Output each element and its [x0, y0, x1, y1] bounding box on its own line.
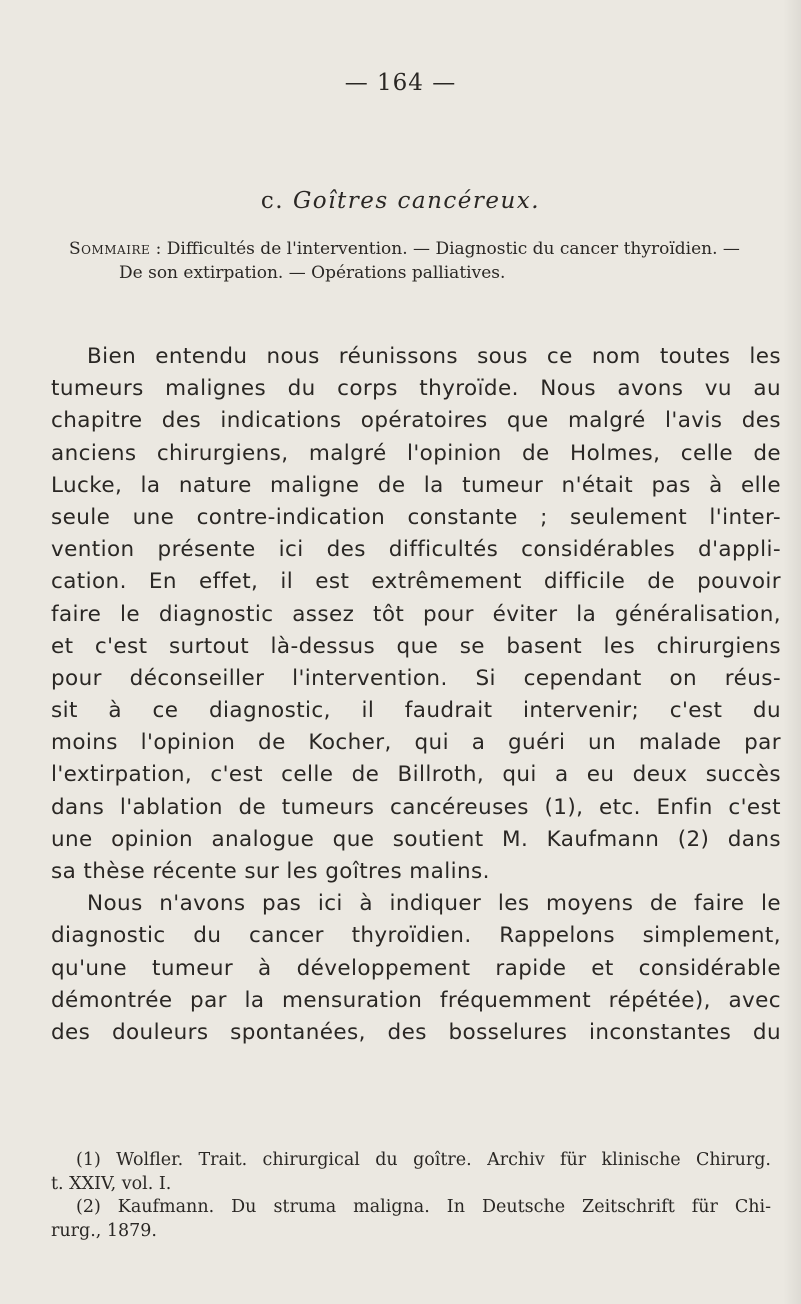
- text-line: vention présente ici des difficultés considérables d'appli-: [51, 537, 781, 563]
- text-line: diagnostic du cancer thyroïdien. Rappelons simplement,: [51, 923, 781, 949]
- summary-line: [69, 237, 769, 261]
- summary-heading: Sommaire: [69, 239, 151, 259]
- footnote-line: t. XXIV, vol. I.: [51, 1173, 172, 1194]
- footnote-line: rurg., 1879.: [51, 1220, 157, 1241]
- text-line: Bien entendu nous réunissons sous ce nom toutes les: [87, 344, 781, 369]
- summary-text: : Difficultés de l'intervention. — Diagnostic du cancer thyroïdien. —: [155, 239, 740, 259]
- text-line: dans l'ablation de tumeurs cancéreuses (1), etc. Enfin c'est: [51, 794, 781, 820]
- text-line: qu'une tumeur à développement rapide et considérable: [51, 955, 781, 981]
- summary-block: [69, 237, 769, 285]
- text-line: anciens chirurgiens, malgré l'opinion de Holmes, celle de: [51, 440, 781, 466]
- footnote-line: (1) Wolfler. Trait. chirurgical du goître. Archiv für klinische Chirurg.: [76, 1150, 771, 1170]
- text-line: chapitre des indications opératoires que malgré l'avis des: [51, 408, 781, 434]
- text-line: pour déconseiller l'intervention. Si cependant on réus-: [51, 665, 781, 691]
- text-line: tumeurs malignes du corps thyroïde. Nous avons vu au: [51, 376, 781, 402]
- footnotes: [51, 1149, 771, 1243]
- section-title: Goîtres cancéreux.: [292, 188, 541, 214]
- section-heading: [0, 188, 801, 214]
- text-line: l'extirpation, c'est celle de Billroth, qui a eu deux succès: [51, 762, 781, 788]
- text-line: et c'est surtout là-dessus que se basent les chirurgiens: [51, 633, 781, 659]
- text-line: moins l'opinion de Kocher, qui a guéri un malade par: [51, 730, 781, 756]
- text-line: cation. En effet, il est extrêmement difficile de pouvoir: [51, 569, 781, 595]
- text-line: faire le diagnostic assez tôt pour éviter la généralisation,: [51, 601, 781, 627]
- main-text: [51, 341, 781, 1049]
- text-line: seule une contre-indication constante ; seulement l'inter-: [51, 504, 781, 530]
- text-line: sa thèse récente sur les goîtres malins.: [51, 859, 490, 884]
- text-line: Nous n'avons pas ici à indiquer les moyens de faire le: [87, 891, 781, 917]
- summary-line: De son extirpation. — Opérations palliatives.: [119, 263, 506, 283]
- section-label: c.: [260, 188, 285, 214]
- text-line: démontrée par la mensuration fréquemment répétée), avec: [51, 987, 781, 1013]
- footnote-line: (2) Kaufmann. Du struma maligna. In Deutsche Zeitschrift für Chi-: [76, 1197, 771, 1217]
- text-line: des douleurs spontanées, des bosselures inconstantes du: [51, 1019, 781, 1045]
- text-line: sit à ce diagnostic, il faudrait intervenir; c'est du: [51, 698, 781, 724]
- text-line: une opinion analogue que soutient M. Kaufmann (2) dans: [51, 826, 781, 852]
- page-number: — 164 —: [344, 70, 457, 96]
- text-line: Lucke, la nature maligne de la tumeur n'était pas à elle: [51, 472, 781, 498]
